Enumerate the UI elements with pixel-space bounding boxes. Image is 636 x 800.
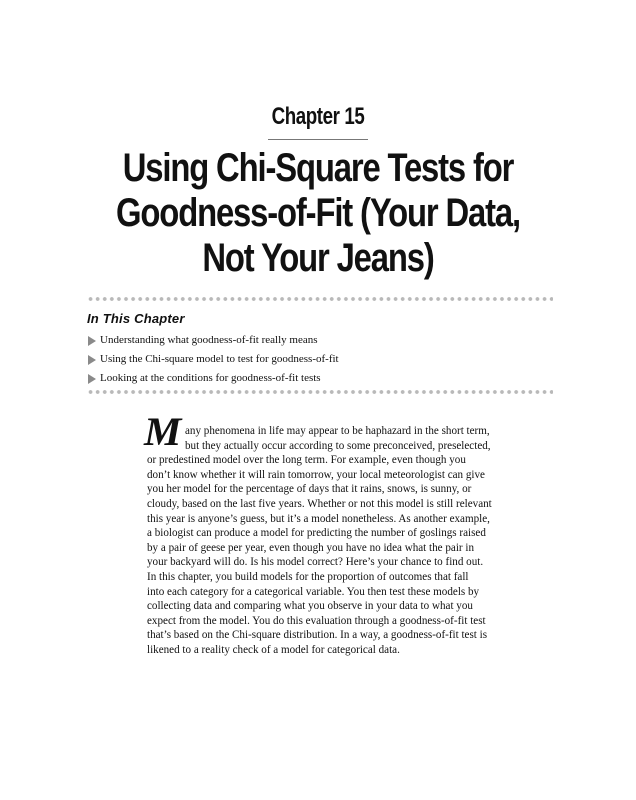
paragraph-line: by a pair of geese per year, even though you have no idea what the pair in xyxy=(147,541,475,554)
paragraph-line: or predestined model over the long term. For example, even though you xyxy=(147,454,466,467)
chapter-title xyxy=(57,146,579,281)
chapter-topics-list xyxy=(87,331,339,388)
paragraph-line: expect from the model. You do this evaluation through a goodness-of-fit test xyxy=(147,614,486,627)
paragraph-line: you her model for the percentage of days that it rains, snows, is sunny, or xyxy=(147,483,472,496)
dotted-divider-top xyxy=(87,296,553,302)
paragraph-line: cloudy, based on the last five years. Whether or not this model is still relevant xyxy=(147,497,492,510)
paragraph-line: collecting data and comparing what you observe in your data to what you xyxy=(147,600,473,613)
chapter-title-line: Goodness-of-Fit (Your Data, xyxy=(116,191,520,235)
triangle-bullet-icon xyxy=(88,374,96,384)
dotted-divider-bottom xyxy=(87,389,553,395)
paragraph-line: that’s based on the Chi-square distribution. In a way, a goodness-of-fit test is xyxy=(147,629,488,642)
second-paragraph xyxy=(147,570,557,658)
paragraph-line: likened to a reality check of a model for categorical data. xyxy=(147,643,400,656)
list-item-text: Understanding what goodness-of-fit really means xyxy=(100,334,318,346)
triangle-bullet-icon xyxy=(88,355,96,365)
chapter-title-line: Using Chi-Square Tests for xyxy=(122,146,514,190)
paragraph-line: into each category for a categorical variable. You then test these models by xyxy=(147,585,480,598)
in-this-chapter-heading: In This Chapter xyxy=(87,311,185,326)
list-item-text: Looking at the conditions for goodness-of-fit tests xyxy=(100,372,321,384)
chapter-number: Chapter 15 xyxy=(271,103,365,130)
paragraph-line: this year is anyone’s guess, but it’s a model nonetheless. As another example, xyxy=(147,512,490,525)
drop-cap: M xyxy=(144,409,182,454)
list-item xyxy=(87,331,339,350)
paragraph-line: a biologist can produce a model for predicting the number of goslings raised xyxy=(147,527,486,540)
list-item xyxy=(87,369,339,388)
list-item xyxy=(87,350,339,369)
paragraph-line: any phenomena in life may appear to be haphazard in the short term, xyxy=(185,425,490,437)
paragraph-line: don’t know whether it will rain tomorrow, your local meteorologist can give xyxy=(147,468,485,481)
paragraph-line: your backyard will do. Is his model correct? Here’s your chance to find out. xyxy=(147,556,484,569)
paragraph-line: but they actually occur according to some preconceived, preselected, xyxy=(185,439,491,452)
list-item-text: Using the Chi-square model to test for goodness-of-fit xyxy=(100,353,339,365)
chapter-divider xyxy=(268,139,368,140)
triangle-bullet-icon xyxy=(88,336,96,346)
intro-paragraph xyxy=(144,409,557,570)
chapter-title-line: Not Your Jeans) xyxy=(202,236,434,280)
paragraph-line: In this chapter, you build models for the proportion of outcomes that fall xyxy=(147,571,469,583)
